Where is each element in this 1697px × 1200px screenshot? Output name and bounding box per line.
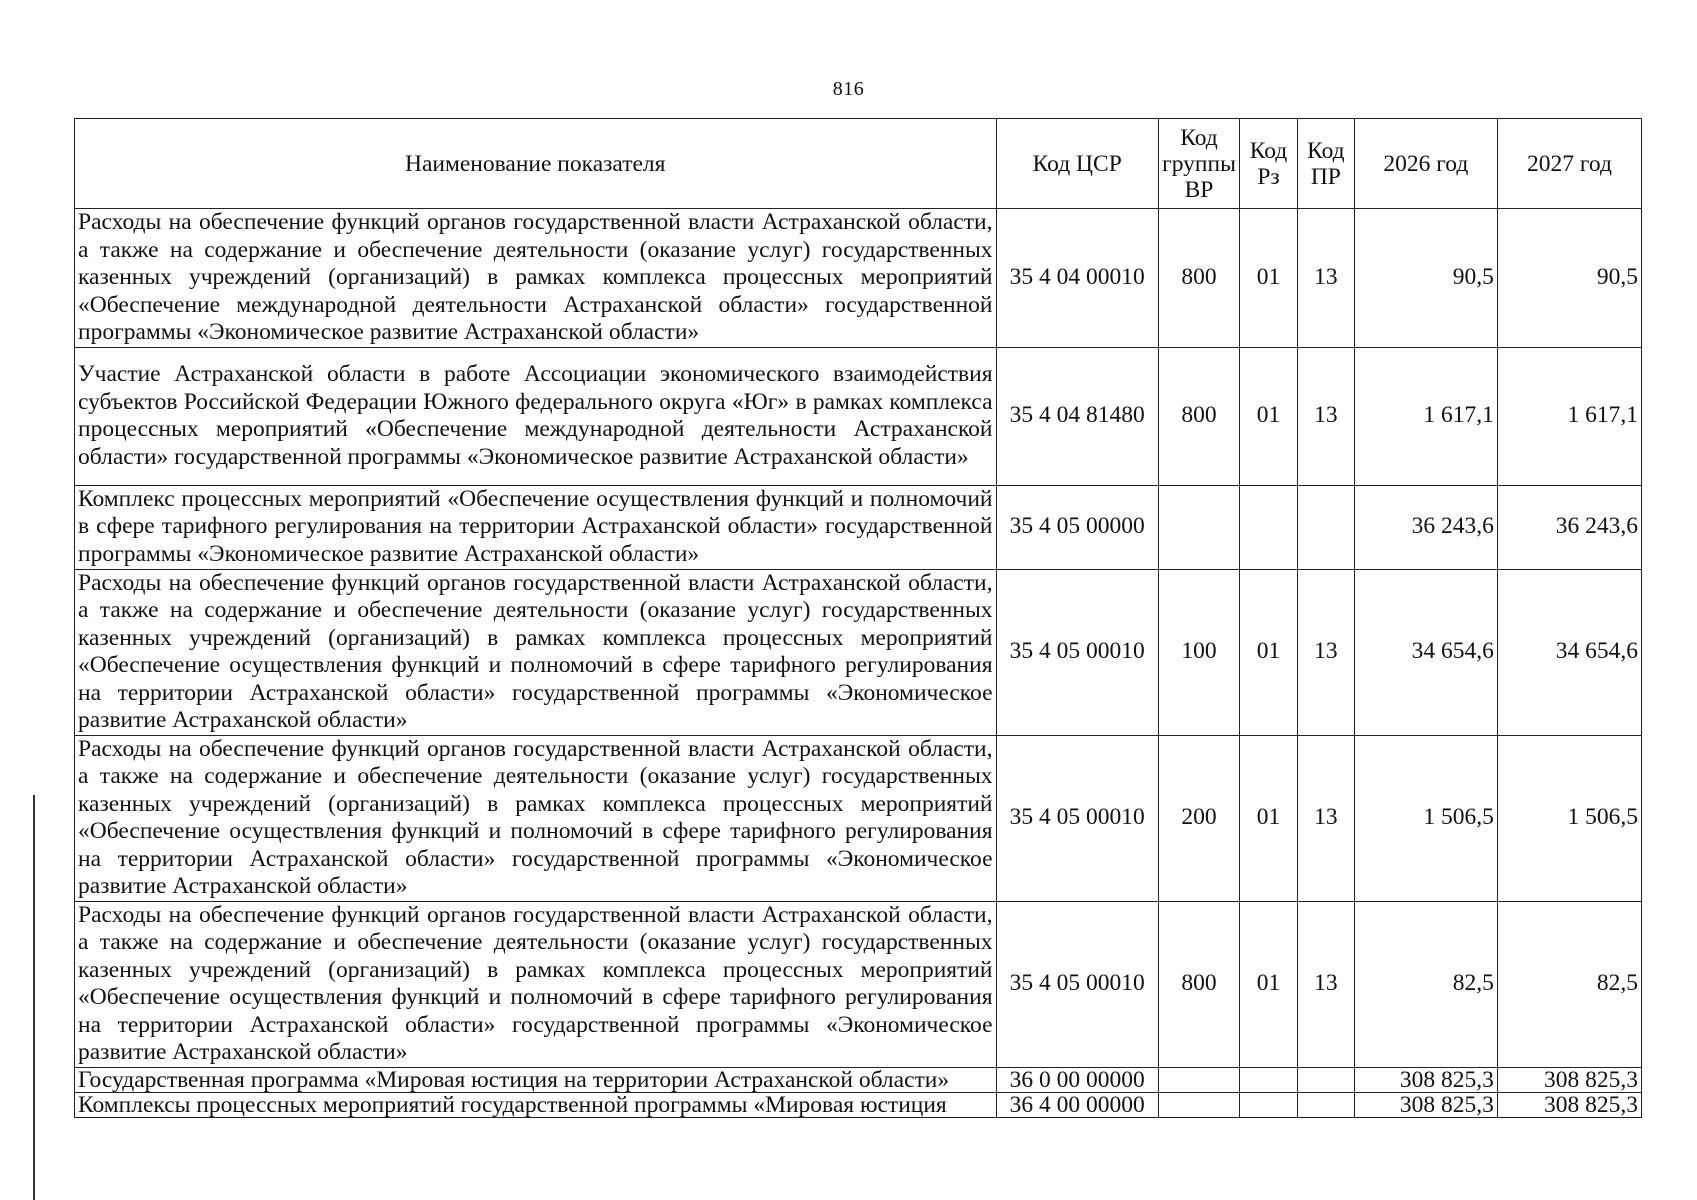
row-rz: 01: [1240, 209, 1298, 348]
row-vr: 800: [1158, 901, 1239, 1067]
header-row: [75, 119, 1642, 209]
header-csr: Код ЦСР: [996, 119, 1158, 209]
row-name: Комплекс процессных мероприятий «Обеспечение осуществления функций и полномочий в сфере тарифного регулирования на территории Астраханской области» государственной программы «Экономическое развитие Астраханской области»: [75, 485, 997, 569]
row-rz: [1240, 1067, 1298, 1092]
row-csr: 35 4 04 81480: [996, 347, 1158, 485]
row-2026: 1 617,1: [1354, 347, 1497, 485]
row-rz: 01: [1240, 901, 1298, 1067]
row-pr: [1297, 1067, 1354, 1092]
table-row: [75, 735, 1642, 901]
row-vr: [1158, 485, 1239, 569]
row-pr: [1297, 1092, 1354, 1117]
budget-table: [74, 118, 1642, 1118]
header-vr: Код группы ВР: [1158, 119, 1239, 209]
row-2027: 308 825,3: [1497, 1092, 1641, 1117]
row-vr: 800: [1158, 209, 1239, 348]
row-2026: 82,5: [1354, 901, 1497, 1067]
row-csr: 35 4 04 00010: [996, 209, 1158, 348]
table-row: [75, 1092, 1642, 1117]
row-pr: 13: [1297, 347, 1354, 485]
table-row: [75, 485, 1642, 569]
row-pr: 13: [1297, 735, 1354, 901]
row-csr: 36 4 00 00000: [996, 1092, 1158, 1117]
row-name: Расходы на обеспечение функций органов государственной власти Астраханской области, а также на содержание и обеспечение деятельности (оказание услуг) государственных казенных учреждений (организаций) в рамках комплекса процессных мероприятий «Обеспечение осуществления функций и полномочий в сфере тарифного регулирования на территории Астраханской области» государственной программы «Экономическое развитие Астраханской области»: [75, 569, 997, 735]
table-row: [75, 569, 1642, 735]
row-rz: 01: [1240, 735, 1298, 901]
header-name: Наименование показателя: [75, 119, 997, 209]
row-name: Комплексы процессных мероприятий государственной программы «Мировая юстиция: [75, 1092, 997, 1117]
row-csr: 35 4 05 00010: [996, 735, 1158, 901]
header-rz: Код Рз: [1240, 119, 1298, 209]
table-row: [75, 347, 1642, 485]
row-pr: [1297, 485, 1354, 569]
row-2027: 90,5: [1497, 209, 1641, 348]
row-2026: 1 506,5: [1354, 735, 1497, 901]
row-2027: 34 654,6: [1497, 569, 1641, 735]
row-2027: 308 825,3: [1497, 1067, 1641, 1092]
row-vr: 100: [1158, 569, 1239, 735]
row-rz: [1240, 485, 1298, 569]
row-csr: 36 0 00 00000: [996, 1067, 1158, 1092]
row-2026: 34 654,6: [1354, 569, 1497, 735]
row-2027: 1 617,1: [1497, 347, 1641, 485]
row-2026: 308 825,3: [1354, 1092, 1497, 1117]
row-rz: 01: [1240, 569, 1298, 735]
row-pr: 13: [1297, 209, 1354, 348]
row-csr: 35 4 05 00010: [996, 569, 1158, 735]
row-name: Государственная программа «Мировая юстиция на территории Астраханской области»: [75, 1067, 997, 1092]
row-name: Расходы на обеспечение функций органов государственной власти Астраханской области, а также на содержание и обеспечение деятельности (оказание услуг) государственных казенных учреждений (организаций) в рамках комплекса процессных мероприятий «Обеспечение осуществления функций и полномочий в сфере тарифного регулирования на территории Астраханской области» государственной программы «Экономическое развитие Астраханской области»: [75, 735, 997, 901]
row-vr: 200: [1158, 735, 1239, 901]
table-row: [75, 209, 1642, 348]
row-name: Участие Астраханской области в работе Ассоциации экономического взаимодействия субъектов Российской Федерации Южного федерального округа «Юг» в рамках комплекса процессных мероприятий «Обеспечение международной деятельности Астраханской области» государственной программы «Экономическое развитие Астраханской области»: [75, 347, 997, 485]
row-vr: [1158, 1067, 1239, 1092]
table-row: [75, 901, 1642, 1067]
table-row: [75, 1067, 1642, 1092]
margin-line: [33, 795, 35, 1200]
row-pr: 13: [1297, 901, 1354, 1067]
row-name: Расходы на обеспечение функций органов государственной власти Астраханской области, а также на содержание и обеспечение деятельности (оказание услуг) государственных казенных учреждений (организаций) в рамках комплекса процессных мероприятий «Обеспечение международной деятельности Астраханской области» государственной программы «Экономическое развитие Астраханской области»: [75, 209, 997, 348]
row-2027: 36 243,6: [1497, 485, 1641, 569]
header-2027: 2027 год: [1497, 119, 1641, 209]
row-vr: 800: [1158, 347, 1239, 485]
row-2026: 36 243,6: [1354, 485, 1497, 569]
row-rz: 01: [1240, 347, 1298, 485]
row-2027: 1 506,5: [1497, 735, 1641, 901]
header-pr: Код ПР: [1297, 119, 1354, 209]
row-rz: [1240, 1092, 1298, 1117]
row-pr: 13: [1297, 569, 1354, 735]
row-csr: 35 4 05 00000: [996, 485, 1158, 569]
row-2026: 308 825,3: [1354, 1067, 1497, 1092]
row-name: Расходы на обеспечение функций органов государственной власти Астраханской области, а также на содержание и обеспечение деятельности (оказание услуг) государственных казенных учреждений (организаций) в рамках комплекса процессных мероприятий «Обеспечение осуществления функций и полномочий в сфере тарифного регулирования на территории Астраханской области» государственной программы «Экономическое развитие Астраханской области»: [75, 901, 997, 1067]
row-vr: [1158, 1092, 1239, 1117]
row-csr: 35 4 05 00010: [996, 901, 1158, 1067]
row-2027: 82,5: [1497, 901, 1641, 1067]
header-2026: 2026 год: [1354, 119, 1497, 209]
page-number: 816: [832, 78, 865, 100]
row-2026: 90,5: [1354, 209, 1497, 348]
